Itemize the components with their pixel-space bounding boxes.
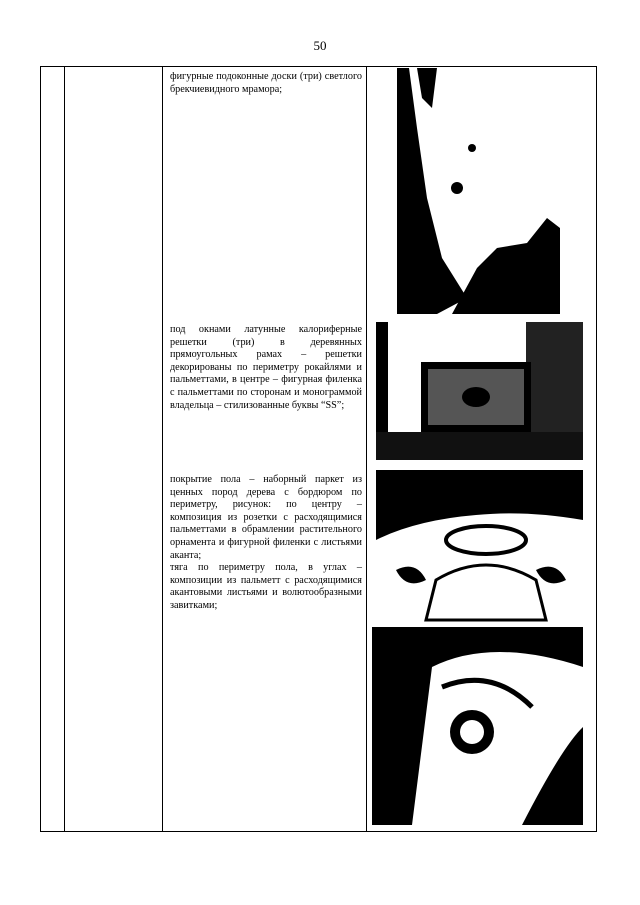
table-border-bottom — [40, 831, 597, 832]
description-floor — [170, 474, 362, 613]
description-windowsills — [170, 71, 362, 96]
column-divider — [40, 66, 41, 832]
column-divider — [366, 66, 367, 832]
page-number: 50 — [313, 38, 327, 53]
photo-marble-windowsill — [397, 68, 560, 314]
description-text: фигурные подоконные доски (три) светлого брекчиевидного мрамора; — [170, 71, 362, 95]
photo-parquet-floor — [376, 470, 583, 622]
photo-radiator-grille — [376, 322, 583, 460]
description-text: под окнами латунные калориферные решетки (три) в деревянных прямоугольных рамах – решетки декорированы по периметру рокайлями и пальметтами, в центре – фигурная филенка с пальметтами по сторонам и монограммой владельца – стилизованные буквы “SS”; — [170, 324, 362, 411]
description-radiator-grilles — [170, 324, 362, 412]
column-divider — [162, 66, 163, 832]
table-border-top — [40, 66, 597, 67]
description-text: тяга по периметру пола, в углах – композиции из пальметт с расходящимися акантовыми листьями и волютообразными завитками; — [170, 562, 362, 611]
photo-floor-corner-ornament — [372, 627, 583, 825]
description-text: покрытие пола – наборный паркет из ценных пород дерева с бордюром по периметру, рисунок: по центру – композиция из розетки с расходящимися пальметтами в обрамлении растительного орнамента и фигурной филенки с листьями аканта; — [170, 474, 362, 561]
column-divider — [596, 66, 597, 832]
column-divider — [64, 66, 65, 832]
